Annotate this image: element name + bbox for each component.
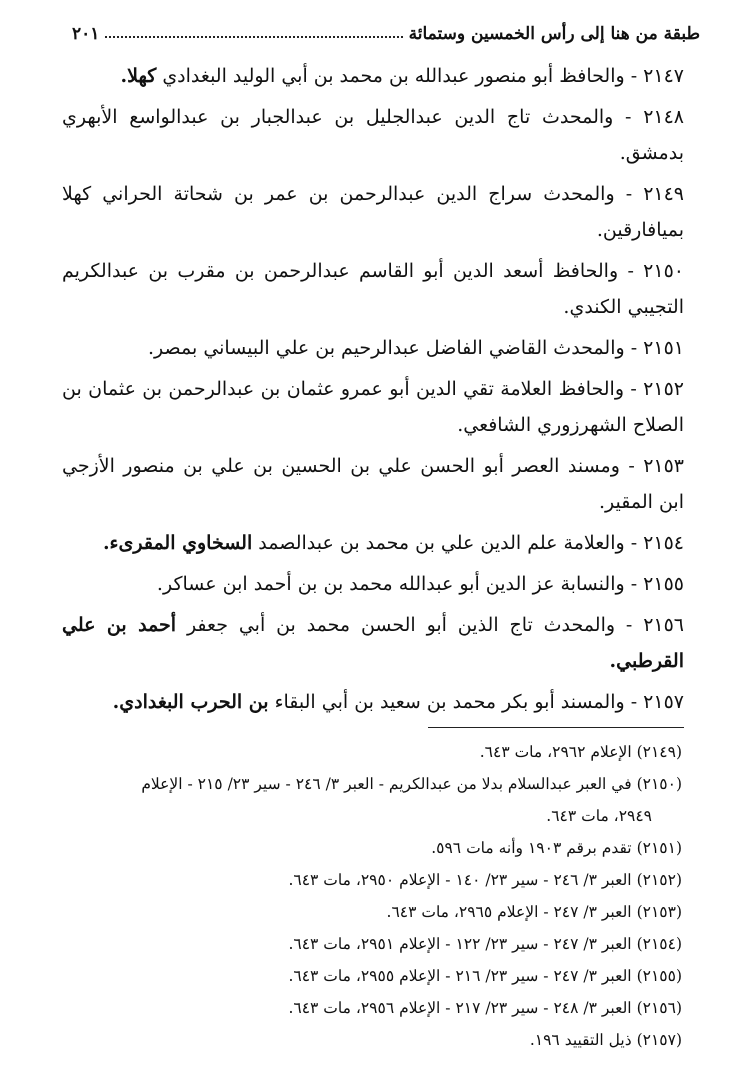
entry-item: ٢١٥٠ - والحافظ أسعد الدين أبو القاسم عبدالرحمن بن مقرب بن عبدالكريم التجيبي الكندي. bbox=[62, 260, 684, 318]
entry-text: والعلامة علم الدين علي بن محمد بن عبدالصمد bbox=[258, 532, 625, 554]
entry-text: والحافظ أسعد الدين أبو القاسم عبدالرحمن بن مقرب بن عبدالكريم bbox=[62, 260, 619, 282]
entry-number: ٢١٥٧ bbox=[643, 691, 684, 713]
entry-number: ٢١٥٠ bbox=[643, 260, 684, 282]
entry-note: بمصر. bbox=[147, 337, 198, 359]
header-title: طبقة من هنا إلى رأس الخمسين وستمائة bbox=[408, 24, 700, 44]
footnote-text: في العبر عبدالسلام بدلا من عبدالكريم - العبر ٣/ ٢٤٦ - سير ٢٣/ ٢١٥ - الإعلام bbox=[141, 775, 632, 793]
entry-note: السخاوي المقرىء. bbox=[102, 532, 253, 554]
footnotes-list bbox=[62, 736, 682, 1056]
footnote-item bbox=[62, 960, 682, 992]
entry-item: ٢١٥٧ - والمسند أبو بكر محمد بن سعيد بن أبي البقاء بن الحرب البغدادي. bbox=[112, 691, 684, 713]
footnote-text: العبر ٣/ ٢٤٧ - الإعلام ٢٩٦٥، مات ٦٤٣. bbox=[386, 903, 632, 921]
entry-note: أحمد بن علي القرطبي. bbox=[62, 614, 684, 672]
footnote-ref: (٢١٥٢) bbox=[636, 871, 682, 889]
footnote-ref: (٢١٥٠) bbox=[636, 775, 682, 793]
footnote-item bbox=[62, 768, 682, 832]
entry-item: ٢١٥٣ - ومسند العصر أبو الحسن علي بن الحسين بن علي بن منصور الأزجي ابن المقير. bbox=[62, 455, 685, 513]
footnote-item bbox=[62, 928, 682, 960]
footnote-text: العبر ٣/ ٢٤٧ - سير ٢٣/ ١٢٢ - الإعلام ٢٩٥١، مات ٦٤٣. bbox=[288, 935, 632, 953]
footnote-ref: (٢١٥٥) bbox=[636, 967, 682, 985]
footnote-ref: (٢١٥٦) bbox=[636, 999, 682, 1017]
running-header bbox=[72, 14, 700, 44]
entry-number: ٢١٤٧ bbox=[643, 65, 684, 87]
footnote-text: ذيل التقييد ١٩٦. bbox=[529, 1031, 632, 1049]
footnote-ref: (٢١٥١) bbox=[636, 839, 682, 857]
entry-item: ٢١٥١ - والمحدث القاضي الفاضل عبدالرحيم بن علي البيساني بمصر. bbox=[147, 337, 684, 359]
entry-text: والحافظ العلامة تقي الدين أبو عمرو عثمان بن عبدالرحمن بن عثمان بن bbox=[62, 378, 624, 400]
entry-number: ٢١٥١ bbox=[643, 337, 684, 359]
entry-note: التجيبي الكندي. bbox=[563, 296, 684, 318]
entry-text: والمحدث تاج الذين أبو الحسن محمد بن أبي جعفر bbox=[186, 614, 616, 636]
entry-note: بدمشق. bbox=[619, 142, 684, 164]
footnote-ref: (٢١٥٣) bbox=[636, 903, 682, 921]
footnote-text: العبر ٣/ ٢٤٨ - سير ٢٣/ ٢١٧ - الإعلام ٢٩٥٦، مات ٦٤٣. bbox=[288, 999, 632, 1017]
entry-text: والنسابة عز الدين أبو عبدالله محمد بن بن أحمد bbox=[253, 573, 625, 595]
footnote-divider bbox=[428, 727, 684, 728]
entry-item: ٢١٥٦ - والمحدث تاج الذين أبو الحسن محمد بن أبي جعفر أحمد بن علي القرطبي. bbox=[62, 614, 685, 672]
entry-text: والحافظ أبو منصور عبدالله بن محمد بن أبي الوليد البغدادي bbox=[162, 65, 625, 87]
footnote-item bbox=[62, 832, 682, 864]
entry-note: ابن عساكر. bbox=[156, 573, 248, 595]
footnote-item bbox=[62, 1024, 682, 1056]
footnote-item bbox=[62, 736, 682, 768]
entry-note: بن الحرب البغدادي. bbox=[112, 691, 269, 713]
entry-note: كهلا بميافارقين. bbox=[62, 183, 684, 241]
page-number: ٢٠١ bbox=[72, 24, 100, 44]
entries-list bbox=[62, 58, 684, 725]
entry-number: ٢١٤٨ bbox=[643, 106, 685, 128]
entry-number: ٢١٥٤ bbox=[643, 532, 684, 554]
footnote-item bbox=[62, 896, 682, 928]
entry-number: ٢١٥٣ bbox=[643, 455, 685, 477]
entry-text: والمسند أبو بكر محمد بن سعيد بن أبي البقاء bbox=[274, 691, 625, 713]
footnote-text: العبر ٣/ ٢٤٧ - سير ٢٣/ ٢١٦ - الإعلام ٢٩٥٥، مات ٦٤٣. bbox=[288, 967, 632, 985]
entry-item: ٢١٥٤ - والعلامة علم الدين علي بن محمد بن عبدالصمد السخاوي المقرىء. bbox=[102, 532, 684, 554]
entry-item: ٢١٥٥ - والنسابة عز الدين أبو عبدالله محمد بن بن أحمد ابن عساكر. bbox=[156, 573, 684, 595]
footnote-text: العبر ٣/ ٢٤٦ - سير ٢٣/ ١٤٠ - الإعلام ٢٩٥٠، مات ٦٤٣. bbox=[288, 871, 632, 889]
footnote-ref: (٢١٥٤) bbox=[636, 935, 682, 953]
entry-text: والمحدث تاج الدين عبدالجليل بن عبدالجبار بن عبدالواسع الأبهري bbox=[62, 106, 614, 128]
entry-number: ٢١٤٩ bbox=[643, 183, 685, 205]
entry-text: والمحدث سراج الدين عبدالرحمن بن عمر بن شحاتة الحراني bbox=[102, 183, 615, 205]
entry-number: ٢١٥٦ bbox=[643, 614, 685, 636]
footnote-ref: (٢١٥٧) bbox=[636, 1031, 682, 1049]
footnote-item bbox=[62, 864, 682, 896]
entry-text: والمحدث القاضي الفاضل عبدالرحيم بن علي البيساني bbox=[203, 337, 625, 359]
footnote-ref: (٢١٤٩) bbox=[636, 743, 682, 761]
entry-number: ٢١٥٢ bbox=[643, 378, 684, 400]
entry-item: ٢١٤٩ - والمحدث سراج الدين عبدالرحمن بن عمر بن شحاتة الحراني كهلا بميافارقين. bbox=[62, 183, 685, 241]
entry-note: كهلا. bbox=[120, 65, 157, 87]
footnote-item bbox=[62, 992, 682, 1024]
entry-item: ٢١٤٧ - والحافظ أبو منصور عبدالله بن محمد بن أبي الوليد البغدادي كهلا. bbox=[120, 65, 684, 87]
footnote-text: تقدم برقم ١٩٠٣ وأنه مات ٥٩٦. bbox=[431, 839, 632, 857]
entry-item: ٢١٥٢ - والحافظ العلامة تقي الدين أبو عمرو عثمان بن عبدالرحمن بن عثمان بن الصلاح الشهرزوري الشافعي. bbox=[62, 378, 684, 436]
entry-note: المقير. bbox=[599, 491, 653, 513]
entry-note: الصلاح الشهرزوري الشافعي. bbox=[457, 414, 684, 436]
entry-item: ٢١٤٨ - والمحدث تاج الدين عبدالجليل بن عبدالجبار بن عبدالواسع الأبهري بدمشق. bbox=[62, 106, 685, 164]
header-dot-leader bbox=[105, 35, 402, 38]
footnote-continuation: ٢٩٤٩، مات ٦٤٣. bbox=[546, 807, 652, 825]
entry-text: ومسند العصر أبو الحسن علي بن الحسين بن علي بن منصور الأزجي ابن bbox=[62, 455, 684, 513]
entry-number: ٢١٥٥ bbox=[643, 573, 684, 595]
footnote-text: الإعلام ٢٩٦٢، مات ٦٤٣. bbox=[479, 743, 632, 761]
